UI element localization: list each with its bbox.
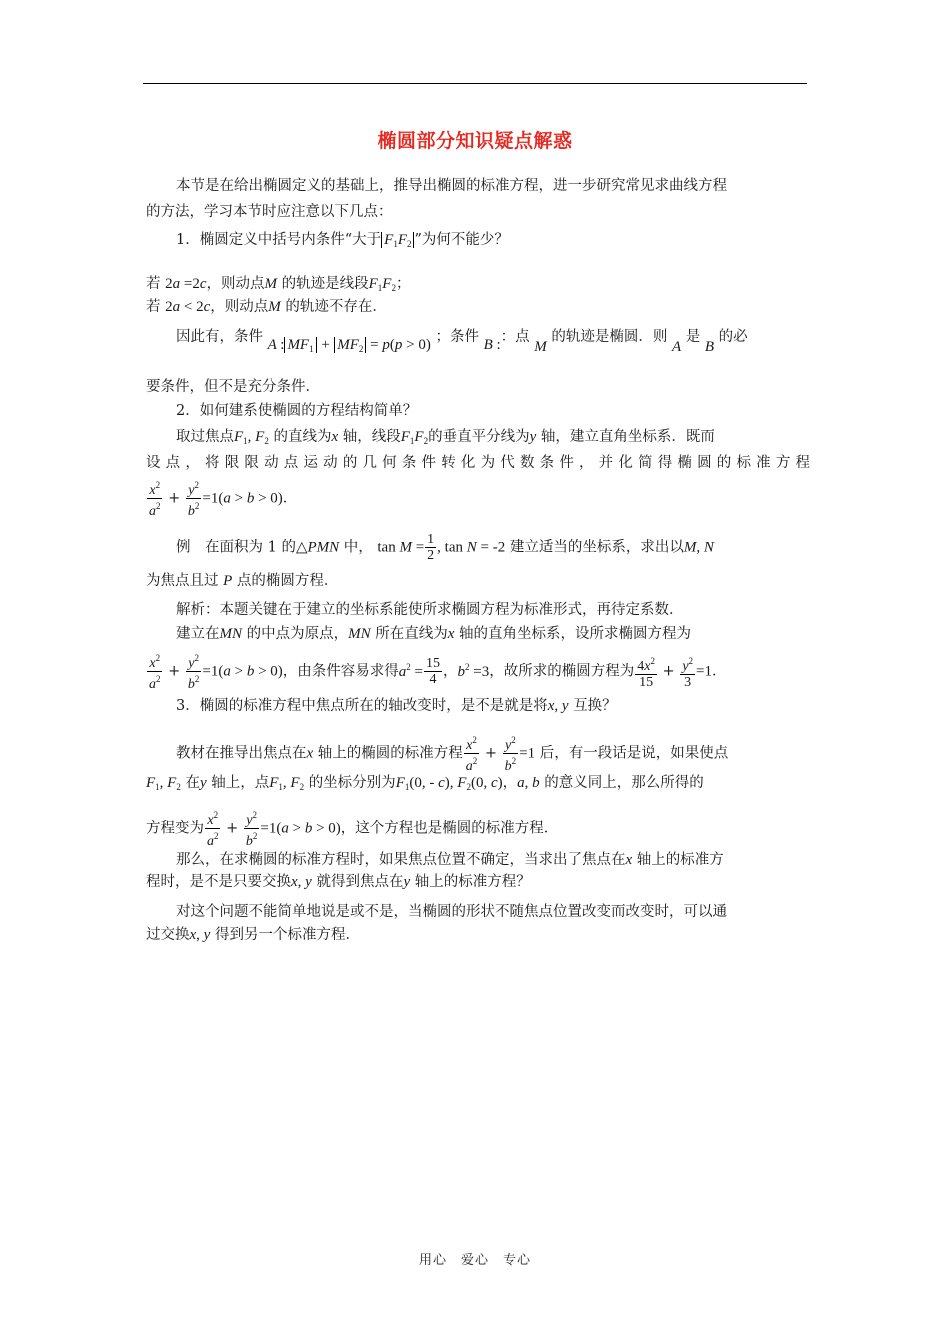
page-footer: 用心 爱心 专心 [418,1253,531,1268]
solution-line-2: 建立在MN 的中点为原点，MN 所在直线为x 轴的直角坐标系，设所求椭圆方程为 [176,626,691,642]
example-line-1: 例 在面积为 1 的△PMN 中， tan M = $\frac{1}{2}$ , tan N = -2 建立适当的坐标系，求出以M, N [176,532,714,563]
q2-line-2: 设点，将限限动点运动的几何条件转化为代数条件，并化简得椭圆的标准方程 [146,455,810,471]
example-line-2: 为焦点且过 P 点的椭圆方程． [146,573,339,589]
solution-line-1: 解析：本题关键在于建立的坐标系能使所求椭圆方程为标准形式，再待定系数． [176,602,684,618]
solution-line-3: $\frac{x^2}{a^2}$ + $\frac{y^2}{b^2}$ =1(a > b > 0)，由条件容易求得$a^2$ = $\frac{15}{4}$ ，$b^2 =3$，故所求的椭圆方程为 $\frac{4x^2}{15}$ + $\frac{y^2}{3}$ =1． [149,653,727,692]
condition-line: 因此有，条件 A : $MF_1 + MF_2 = p(p > 0)$ ；条件 B :：点 M 的轨迹是椭圆．则 A 是 B 的必 [176,329,748,355]
q2-equation: $\frac{x^2}{a^2}$ + $\frac{y^2}{b^2}$ =1(a > b > 0)． [149,480,298,519]
question-2: 2．如何建系使椭圆的方程结构简单？ [176,403,418,419]
intro-line-2: 的方法，学习本节时应注意以下几点： [146,204,393,220]
page-title: 椭圆部分知识疑点解惑 [377,130,573,152]
q3-line-1: 教材在推导出焦点在x 轴上的椭圆的标准方程 $\frac{x^2}{a^2}$ + $\frac{y^2}{b^2}$ =1 后，有一段话是说，如果使点 [176,735,729,774]
question-1: 1．椭圆定义中括号内条件“大于 $F_1F_2$ ”为何不能少？ [176,232,509,249]
q3-line-2: $F_1$, $F_2$ 在y 轴上，点$F_1$, $F_2$ 的坐标分别为$F_1(0$, - c), $F_2(0$, c)，a, b 的意义同上，那么所得的 [146,775,704,792]
condition-line-2: 要条件，但不是充分条件． [146,379,320,395]
header-rule [143,83,807,84]
q2-line-1: 取过焦点$F_1$, $F_2$ 的直线为x 轴，线段$F_1F_2$的垂直平分线为y 轴，建立直角坐标系．既而 [176,429,715,446]
case-line-2: 若 2a < 2c，则动点M 的轨迹不存在． [146,299,387,315]
paragraph-line-2: 程时，是不是只要交换x, y 就得到焦点在y 轴上的标准方程？ [146,874,531,890]
case-line-1: 若 2a =2c，则动点M 的轨迹是线段$F_1F_2$； [146,276,411,293]
question-3: 3．椭圆的标准方程中焦点所在的轴改变时，是不是就是将x, y 互换？ [176,698,617,714]
intro-line-1: 本节是在给出椭圆定义的基础上，推导出椭圆的标准方程，进一步研究常见求曲线方程 [176,178,727,194]
paragraph-line-3: 对这个问题不能简单地说是或不是，当椭圆的形状不随焦点位置改变而改变时，可以通 [176,904,727,920]
paragraph-line-4: 过交换x, y 得到另一个标准方程． [146,927,360,943]
q3-line-3: 方程变为 $\frac{x^2}{a^2}$ + $\frac{y^2}{b^2}$ =1(a > b > 0)，这个方程也是椭圆的标准方程． [146,810,559,849]
paragraph-line-1: 那么，在求椭圆的标准方程时，如果焦点位置不确定，当求出了焦点在x 轴上的标准方 [176,852,724,868]
